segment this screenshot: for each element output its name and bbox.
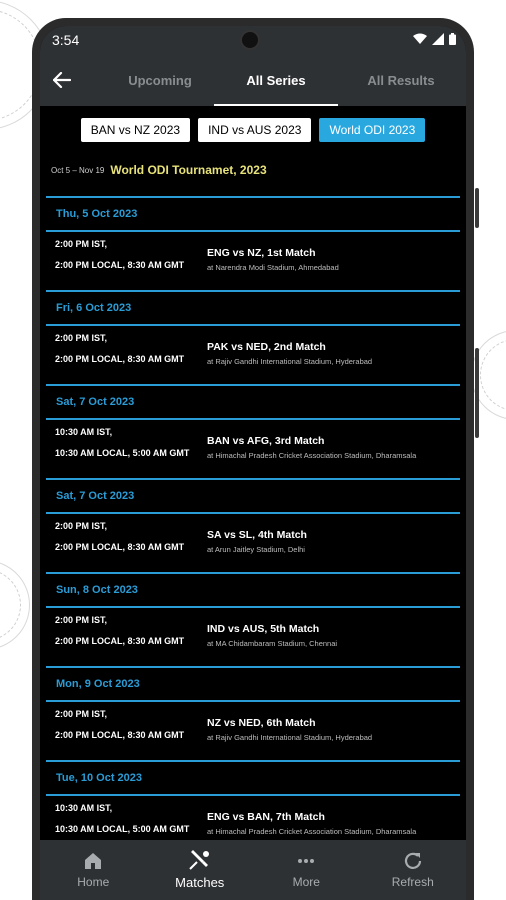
match-time-ist: 2:00 PM IST, [55,615,108,625]
nav-more-label: More [292,874,320,889]
cricket-ball-decoration [0,560,30,650]
bottom-navigation [40,840,466,900]
match-row[interactable] [40,608,466,666]
match-row[interactable] [40,326,466,384]
match-title: PAK vs NED, 2nd Match [207,341,326,353]
match-venue: at Rajiv Gandhi International Stadium, Hyderabad [207,733,373,742]
nav-home-label: Home [77,874,110,889]
home-icon [83,852,103,870]
match-title: ENG vs BAN, 7th Match [207,811,325,823]
match-info [207,702,439,760]
tab-all-series[interactable]: All Series [214,54,338,106]
series-filter-chips [40,106,466,158]
top-navigation [40,54,466,106]
match-venue: at Himachal Pradesh Cricket Association Stadium, Dharamsala [207,451,417,460]
signal-icon [432,33,444,45]
day-header: Tue, 10 Oct 2023 [56,772,143,784]
match-time-ist: 10:30 AM IST, [55,803,113,813]
match-title: IND vs AUS, 5th Match [207,623,320,635]
battery-icon [449,33,456,45]
match-title: SA vs SL, 4th Match [207,529,307,541]
phone-frame [32,18,474,900]
match-time-local: 10:30 AM LOCAL, 5:00 AM GMT [55,448,190,458]
day-header: Sat, 7 Oct 2023 [56,490,135,502]
nav-refresh[interactable] [363,852,463,889]
power-button [475,188,479,228]
match-times [55,326,207,384]
match-venue: at Rajiv Gandhi International Stadium, Hyderabad [207,357,373,366]
day-header: Thu, 5 Oct 2023 [56,208,138,220]
nav-matches-label: Matches [175,875,225,890]
match-time-local: 2:00 PM LOCAL, 8:30 AM GMT [55,542,185,552]
match-time-local: 10:30 AM LOCAL, 5:00 AM GMT [55,824,190,834]
camera-cutout [240,30,260,50]
match-row[interactable] [40,702,466,760]
match-time-local: 2:00 PM LOCAL, 8:30 AM GMT [55,636,185,646]
day-header: Fri, 6 Oct 2023 [56,302,132,314]
nav-refresh-label: Refresh [391,874,434,889]
volume-button [475,348,479,438]
status-bar [40,26,466,54]
nav-more[interactable] [256,852,356,889]
match-row[interactable] [40,420,466,478]
more-dots-icon [296,852,316,870]
match-info [207,326,439,384]
match-time-local: 2:00 PM LOCAL, 8:30 AM GMT [55,354,185,364]
tab-all-results[interactable]: All Results [367,72,435,88]
tab-upcoming[interactable]: Upcoming [128,72,192,88]
nav-matches[interactable] [150,850,250,890]
match-venue: at MA Chidambaram Stadium, Chennai [207,639,338,648]
match-time-ist: 2:00 PM IST, [55,239,108,249]
match-info [207,232,439,290]
match-row[interactable] [40,232,466,290]
chip-ind-vs-aus[interactable]: IND vs AUS 2023 [198,118,311,142]
match-info [207,608,439,666]
match-title: ENG vs NZ, 1st Match [207,247,316,259]
match-time-ist: 2:00 PM IST, [55,521,108,531]
wifi-icon [413,33,427,45]
match-time-ist: 10:30 AM IST, [55,427,113,437]
match-list [40,196,466,854]
status-icons [413,33,456,45]
series-dates: Oct 5 – Nov 19 [51,165,105,175]
match-times [55,514,207,572]
nav-home[interactable] [43,852,143,889]
match-info [207,514,439,572]
chip-ban-vs-nz[interactable]: BAN vs NZ 2023 [81,118,190,142]
match-time-ist: 2:00 PM IST, [55,333,108,343]
day-header: Sun, 8 Oct 2023 [56,584,138,596]
match-info [207,420,439,478]
day-header: Mon, 9 Oct 2023 [56,678,140,690]
match-times [55,232,207,290]
series-header [40,158,466,182]
match-venue: at Himachal Pradesh Cricket Association Stadium, Dharamsala [207,827,417,836]
day-header: Sat, 7 Oct 2023 [56,396,135,408]
match-venue: at Narendra Modi Stadium, Ahmedabad [207,263,339,272]
match-time-local: 2:00 PM LOCAL, 8:30 AM GMT [55,730,185,740]
match-times [55,420,207,478]
chip-world-odi[interactable]: World ODI 2023 [319,118,425,142]
status-time: 3:54 [52,32,80,48]
app-screen [40,26,466,900]
match-row[interactable] [40,514,466,572]
match-times [55,608,207,666]
match-venue: at Arun Jaitley Stadium, Delhi [207,545,305,554]
match-times [55,702,207,760]
cricket-bat-icon [189,850,211,870]
series-title: World ODI Tournamet, 2023 [110,163,267,177]
match-title: BAN vs AFG, 3rd Match [207,435,325,447]
match-time-local: 2:00 PM LOCAL, 8:30 AM GMT [55,260,185,270]
match-time-ist: 2:00 PM IST, [55,709,108,719]
refresh-icon [403,852,423,870]
match-title: NZ vs NED, 6th Match [207,717,316,729]
back-arrow-icon[interactable] [40,54,84,106]
